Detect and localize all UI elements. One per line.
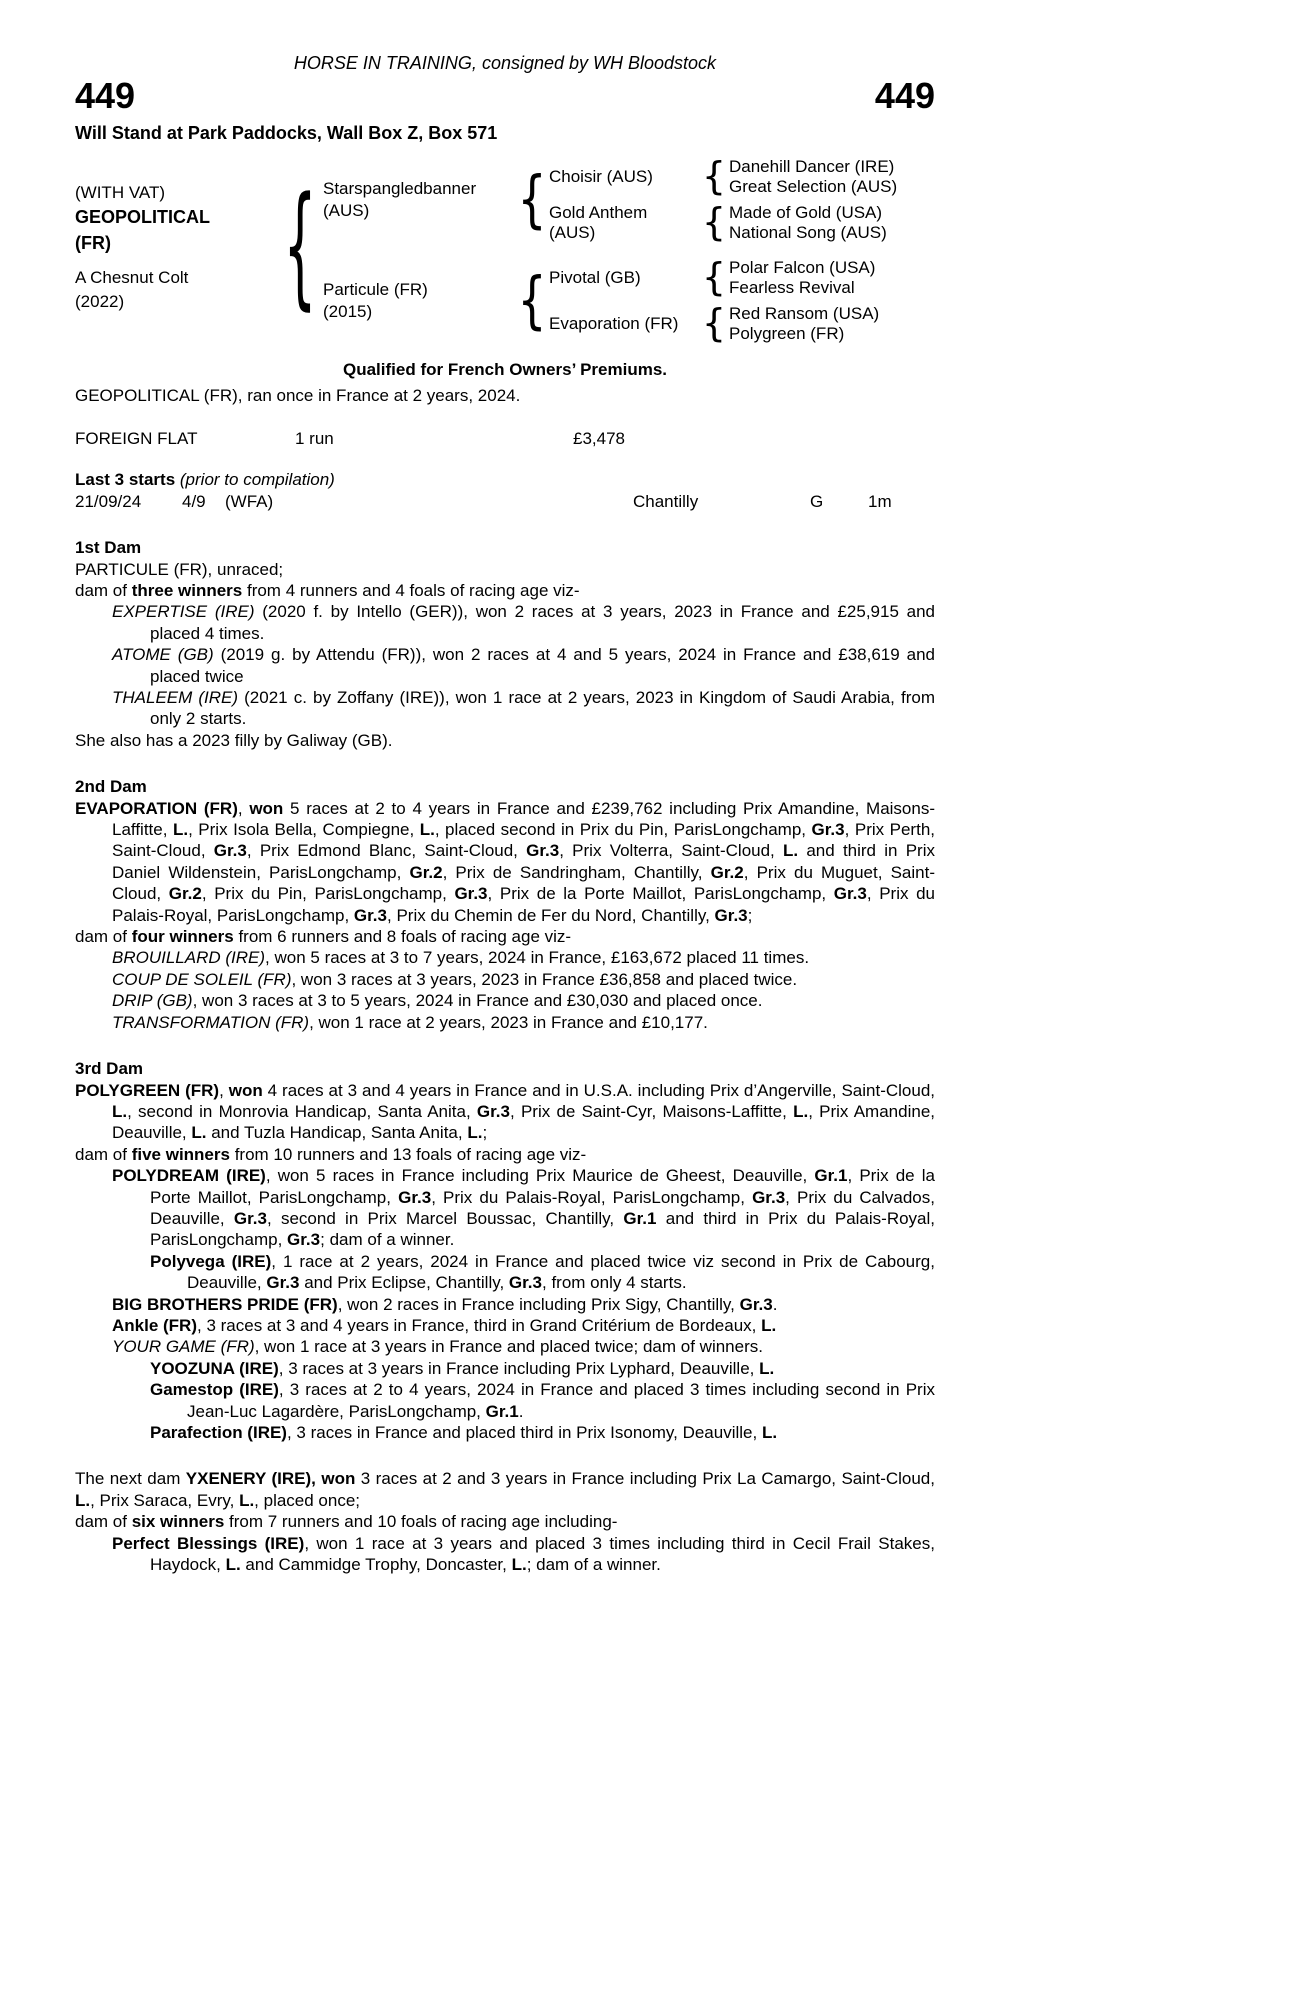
text-run: , won 1 race at 3 years and placed 3 times including third in Cecil Frail Stakes, Haydock, bbox=[150, 1533, 935, 1575]
ancestor-name: Polar Falcon (USA) bbox=[729, 257, 876, 277]
pedigree-paragraph bbox=[75, 1422, 935, 1443]
dam-grandparents bbox=[543, 256, 935, 345]
text-run: DRIP (GB) bbox=[112, 991, 193, 1011]
text-run: from 6 runners and 8 foals of racing age viz- bbox=[233, 927, 572, 947]
pedigree-brace-icon bbox=[701, 254, 727, 302]
start-date: 21/09/24 bbox=[75, 491, 142, 511]
brace-glyph: { bbox=[517, 161, 547, 235]
race-category: FOREIGN FLAT bbox=[75, 428, 198, 448]
ancestor-name: Danehill Dancer (IRE) bbox=[729, 156, 895, 176]
text-run: Gr.2 bbox=[409, 862, 443, 882]
sire-cell bbox=[313, 178, 521, 221]
text-run: Gr.2 bbox=[710, 862, 744, 882]
text-run: , 3 races in France and placed third in Prix Isonomy, Deauville, bbox=[286, 1423, 762, 1443]
lot-number-left: 449 bbox=[75, 74, 136, 116]
text-run: six winners bbox=[131, 1512, 225, 1532]
text-run: , won 1 race at 2 years, 2023 in France and £10,177. bbox=[309, 1012, 708, 1032]
grandsire-cell bbox=[543, 167, 705, 187]
brace-glyph: { bbox=[701, 254, 727, 299]
text-run: ; dam of a winner. bbox=[526, 1555, 661, 1575]
text-run: She also has a 2023 filly by Galiway (GB). bbox=[75, 730, 393, 750]
text-run: , Prix Saraca, Evry, bbox=[90, 1490, 240, 1510]
horse-info bbox=[75, 155, 287, 345]
pedigree-brace-icon bbox=[517, 161, 547, 235]
text-run: , second in Monrovia Handicap, Santa Anita, bbox=[127, 1101, 477, 1121]
text-run: The next dam bbox=[75, 1469, 186, 1489]
text-run: , 3 races at 3 and 4 years in France, third in Grand Critérium de Bordeaux, bbox=[197, 1315, 762, 1335]
text-run: , won 5 races in France including Prix Maurice de Gheest, Deauville, bbox=[265, 1166, 815, 1186]
pedigree-halves bbox=[313, 155, 935, 345]
pedigree-paragraph bbox=[75, 1012, 935, 1033]
text-run: (2019 g. by Attendu (FR)), won 2 races at 4 and 5 years, 2024 in France and £38,619 and placed twice bbox=[150, 645, 935, 686]
text-run: TRANSFORMATION (FR) bbox=[112, 1012, 310, 1032]
sire-suffix: (AUS) bbox=[323, 200, 370, 220]
text-run: 3 races at 2 and 3 years in France including Prix La Camargo, Saint-Cloud, bbox=[355, 1469, 935, 1489]
text-run: Gr.3 bbox=[266, 1273, 300, 1293]
text-run: and third in Prix Daniel Wildenstein, ParisLongchamp, bbox=[112, 841, 935, 882]
text-run: , bbox=[237, 798, 250, 818]
pedigree-brace-icon bbox=[701, 300, 727, 348]
pedigree-dam-half bbox=[313, 256, 935, 345]
pedigree-paragraph bbox=[75, 1315, 935, 1336]
text-run: ; bbox=[482, 1123, 488, 1143]
text-run: Gr.3 bbox=[454, 884, 488, 904]
text-run: , Prix de Sandringham, Chantilly, bbox=[442, 862, 711, 882]
text-run: , 3 races at 3 years in France including Prix Lyphard, Deauville, bbox=[278, 1358, 760, 1378]
last-starts-note: (prior to compilation) bbox=[175, 470, 335, 490]
ancestor-name: Fearless Revival bbox=[729, 277, 855, 297]
text-run: Perfect Blessings (IRE) bbox=[112, 1533, 305, 1553]
great-grandparents-cell bbox=[723, 203, 935, 243]
text-run: dam of bbox=[75, 580, 132, 600]
text-run: , won 2 races in France including Prix Sigy, Chantilly, bbox=[337, 1294, 740, 1314]
text-run: Ankle (FR) bbox=[112, 1315, 197, 1335]
text-run: dam of bbox=[75, 1512, 132, 1532]
text-run: dam of bbox=[75, 1144, 132, 1164]
pedigree-section bbox=[75, 776, 935, 1033]
text-run: BROUILLARD (IRE) bbox=[112, 948, 266, 968]
text-run: ; dam of a winner. bbox=[320, 1230, 455, 1250]
pedigree-paragraph bbox=[75, 730, 935, 751]
text-run: YOOZUNA (IRE) bbox=[150, 1358, 279, 1378]
text-run: and third in Prix du Palais-Royal, ParisLongchamp, bbox=[150, 1208, 936, 1250]
text-run: (2020 f. by Intello (GER)), won 2 races at 3 years, 2023 in France and £25,915 and placed 4 times. bbox=[150, 602, 936, 643]
granddam-cell bbox=[543, 203, 705, 243]
dam-cell bbox=[313, 279, 521, 322]
text-run: Gr.3 bbox=[287, 1230, 321, 1250]
text-run: , Prix Edmond Blanc, Saint-Cloud, bbox=[246, 841, 527, 861]
pedigree-paragraph bbox=[75, 559, 935, 580]
text-run: , Prix du Pin, ParisLongchamp, bbox=[201, 884, 455, 904]
start-position: 4/9 bbox=[182, 491, 206, 511]
text-run: , 3 races at 2 to 4 years, 2024 in France and placed 3 times including second in Prix Jean-Luc Lagardère, ParisLongchamp, bbox=[187, 1380, 935, 1421]
pedigree-paragraph bbox=[75, 947, 935, 968]
vat-note: (WITH VAT) bbox=[75, 183, 166, 203]
pedigree-paragraph bbox=[75, 1336, 935, 1357]
text-run: from 4 runners and 4 foals of racing age viz- bbox=[242, 580, 580, 600]
text-run: , won 5 races at 3 to 7 years, 2024 in France, £163,672 placed 11 times. bbox=[265, 948, 810, 968]
text-run: L. bbox=[759, 1358, 775, 1378]
text-run: , from only 4 starts. bbox=[542, 1273, 687, 1293]
last-starts-heading bbox=[75, 469, 935, 490]
pedigree-tree bbox=[283, 153, 935, 345]
pedigree-section bbox=[75, 537, 935, 751]
text-run: L. bbox=[239, 1490, 255, 1510]
start-course: Chantilly bbox=[633, 491, 699, 511]
pedigree-unit bbox=[543, 155, 935, 198]
text-run: L. bbox=[467, 1123, 483, 1143]
granddam-name: Gold Anthem bbox=[549, 202, 648, 222]
pedigree-unit bbox=[543, 256, 935, 299]
pedigree-paragraph bbox=[75, 687, 935, 730]
text-run: Gr.3 bbox=[476, 1101, 510, 1121]
text-run: , won 1 race at 3 years in France and placed twice; dam of winners. bbox=[254, 1337, 763, 1357]
text-run: and Prix Eclipse, Chantilly, bbox=[299, 1273, 509, 1293]
text-run: ATOME (GB) bbox=[112, 645, 214, 665]
pedigree-brace-icon bbox=[283, 171, 317, 325]
last-starts-title: Last 3 starts bbox=[75, 470, 176, 490]
text-run: four winners bbox=[131, 927, 234, 947]
text-run: five winners bbox=[131, 1144, 230, 1164]
grandsire-name: Choisir (AUS) bbox=[549, 166, 653, 186]
text-run: Gr.3 bbox=[398, 1187, 432, 1207]
text-run: L. bbox=[419, 820, 435, 840]
pedigree-paragraph bbox=[75, 926, 935, 947]
text-run: , Prix Perth, Saint-Cloud, bbox=[112, 820, 935, 861]
pedigree-paragraph bbox=[75, 1294, 935, 1315]
text-run: L. bbox=[75, 1490, 91, 1510]
pedigree-paragraph bbox=[75, 1468, 935, 1511]
text-run: , Prix de Saint-Cyr, Maisons-Laffitte, bbox=[510, 1101, 794, 1121]
text-run: L. bbox=[172, 820, 189, 840]
pedigree-section bbox=[75, 1468, 935, 1575]
granddam-suffix: (AUS) bbox=[549, 222, 596, 242]
text-run: Gr.3 bbox=[739, 1294, 773, 1314]
text-run: and Cammidge Trophy, Doncaster, bbox=[240, 1555, 512, 1575]
text-run: Parafection (IRE) bbox=[150, 1423, 287, 1443]
text-run: dam of bbox=[75, 927, 132, 947]
text-run: , placed second in Prix du Pin, ParisLongchamp, bbox=[434, 820, 812, 840]
damsire-name: Pivotal (GB) bbox=[549, 267, 641, 287]
pedigree-paragraph bbox=[75, 601, 935, 644]
section-heading: 2nd Dam bbox=[75, 777, 147, 797]
text-run: three winners bbox=[131, 580, 243, 600]
text-run: L. bbox=[511, 1555, 527, 1575]
lot-number-right: 449 bbox=[874, 74, 935, 116]
text-run: , placed once; bbox=[254, 1490, 361, 1510]
brace-glyph: { bbox=[701, 153, 727, 198]
pedigree-paragraph bbox=[75, 1165, 935, 1251]
section-heading: 1st Dam bbox=[75, 538, 142, 558]
text-run: L. bbox=[225, 1555, 241, 1575]
text-run: L. bbox=[793, 1101, 809, 1121]
text-run: L. bbox=[761, 1423, 778, 1443]
text-run: . bbox=[772, 1294, 778, 1314]
pedigree-paragraph bbox=[75, 644, 935, 687]
text-run: and Tuzla Handicap, Santa Anita, bbox=[206, 1123, 468, 1143]
pedigree-brace-icon bbox=[517, 262, 547, 336]
brace-glyph: { bbox=[701, 300, 727, 345]
text-run: from 7 runners and 10 foals of racing age including- bbox=[224, 1512, 618, 1532]
last-start-row bbox=[75, 491, 935, 512]
text-run: Gr.3 bbox=[833, 884, 867, 904]
text-run: , 1 race at 2 years, 2024 in France and placed twice viz second in Prix de Cabourg, Deauville, bbox=[187, 1251, 935, 1293]
text-run: Gr.3 bbox=[811, 820, 845, 840]
start-conditions: (WFA) bbox=[225, 491, 274, 511]
ancestor-name: Red Ransom (USA) bbox=[729, 303, 880, 323]
second-dam-cell bbox=[543, 314, 705, 334]
great-grandparents-cell bbox=[723, 304, 935, 344]
text-run: from 10 runners and 13 foals of racing age viz- bbox=[229, 1144, 587, 1164]
text-run: , Prix Isola Bella, Compiegne, bbox=[188, 820, 420, 840]
text-run: , Prix Amandine, Deauville, bbox=[112, 1101, 935, 1143]
race-earnings: £3,478 bbox=[573, 428, 625, 448]
text-run: Gr.3 bbox=[752, 1187, 786, 1207]
section-heading: 3rd Dam bbox=[75, 1059, 144, 1079]
text-run: 4 races at 3 and 4 years in France and in U.S.A. including Prix d’Angerville, Saint-Cloud, bbox=[262, 1080, 935, 1100]
consignor-line: HORSE IN TRAINING, consigned by WH Bloodstock bbox=[293, 53, 717, 73]
text-run: Gr.2 bbox=[168, 884, 202, 904]
text-run: POLYDREAM (IRE) bbox=[112, 1166, 266, 1186]
text-run: , bbox=[219, 1080, 229, 1100]
pedigree-brace-icon bbox=[701, 199, 727, 247]
horse-suffix: (FR) bbox=[75, 232, 111, 253]
text-run: L. bbox=[783, 841, 799, 861]
pedigree-sections bbox=[75, 537, 935, 1575]
pedigree-paragraph bbox=[75, 990, 935, 1011]
text-run: POLYGREEN (FR) bbox=[75, 1080, 220, 1100]
text-run: , Prix du Calvados, Deauville, bbox=[150, 1187, 935, 1228]
pedigree-paragraph bbox=[75, 1358, 935, 1379]
text-run: won bbox=[249, 798, 284, 818]
text-run: (2021 c. by Zoffany (IRE)), won 1 race at 2 years, 2023 in Kingdom of Saudi Arabia, from only 2 starts. bbox=[150, 688, 935, 729]
text-run: Gr.3 bbox=[213, 841, 247, 861]
text-run: won bbox=[321, 1469, 356, 1489]
text-run: L. bbox=[191, 1123, 207, 1143]
horse-name: GEOPOLITICAL bbox=[75, 207, 210, 228]
ancestor-name: Made of Gold (USA) bbox=[729, 202, 883, 222]
text-run: L. bbox=[761, 1315, 777, 1335]
second-dam-name: Evaporation (FR) bbox=[549, 313, 679, 333]
race-summary-line: GEOPOLITICAL (FR), ran once in France at 2 years, 2024. bbox=[75, 385, 521, 405]
premium-qualification-line: Qualified for French Owners’ Premiums. bbox=[342, 360, 668, 380]
lot-number-row bbox=[75, 74, 935, 116]
text-run: 5 races at 2 to 4 years in France and £239,762 including Prix Amandine, Maisons-Laffitte, bbox=[112, 798, 935, 840]
text-run: PARTICULE (FR), unraced; bbox=[75, 559, 284, 579]
sire-name: Starspangledbanner bbox=[323, 179, 477, 199]
damsire-cell bbox=[543, 268, 705, 288]
text-run: Gr.3 bbox=[353, 905, 387, 925]
dam-name: Particule (FR) bbox=[323, 280, 428, 300]
ancestor-name: Polygreen (FR) bbox=[729, 323, 845, 343]
dam-year: (2015) bbox=[323, 301, 373, 321]
text-run: Gr.1 bbox=[623, 1208, 657, 1228]
text-run: , second in Prix Marcel Boussac, Chantilly, bbox=[267, 1208, 624, 1228]
pedigree-paragraph bbox=[75, 1144, 935, 1165]
text-run: Gr.1 bbox=[814, 1166, 848, 1186]
text-run: . bbox=[518, 1401, 524, 1421]
text-run: EXPERTISE (IRE) bbox=[112, 602, 255, 622]
text-run: Gamestop (IRE) bbox=[150, 1380, 279, 1400]
pedigree-section bbox=[75, 1058, 935, 1443]
stand-location-line: Will Stand at Park Paddocks, Wall Box Z, Box 571 bbox=[75, 123, 498, 144]
text-run: EVAPORATION (FR) bbox=[75, 798, 238, 818]
text-run: , won 3 races at 3 years, 2023 in France £36,858 and placed twice. bbox=[291, 969, 798, 989]
race-record-row bbox=[75, 428, 935, 449]
start-distance: 1m bbox=[868, 491, 892, 511]
brace-glyph: { bbox=[283, 171, 317, 325]
pedigree-paragraph bbox=[75, 1379, 935, 1422]
text-run: L. bbox=[112, 1101, 128, 1121]
pedigree-sire-half bbox=[313, 155, 935, 244]
brace-glyph: { bbox=[517, 262, 547, 336]
pedigree-unit bbox=[543, 201, 935, 244]
text-run: , Prix du Palais-Royal, ParisLongchamp, bbox=[431, 1187, 753, 1207]
great-grandparents-cell bbox=[723, 157, 935, 197]
horse-description: A Chesnut Colt bbox=[75, 268, 189, 288]
brace-glyph: { bbox=[701, 199, 727, 244]
text-run: YOUR GAME (FR) bbox=[112, 1337, 255, 1357]
pedigree-brace-icon bbox=[701, 153, 727, 201]
text-run: Polyvega (IRE) bbox=[150, 1251, 272, 1271]
sire-grandparents bbox=[543, 155, 935, 244]
text-run: , Prix du Muguet, Saint-Cloud, bbox=[112, 862, 935, 904]
text-run: , Prix du Chemin de Fer du Nord, Chantilly, bbox=[387, 905, 715, 925]
text-run: ; bbox=[747, 905, 753, 925]
pedigree-unit bbox=[543, 302, 935, 345]
pedigree-paragraph bbox=[75, 1251, 935, 1294]
pedigree-paragraph bbox=[75, 1533, 935, 1576]
pedigree-paragraph bbox=[75, 1511, 935, 1532]
horse-year: (2022) bbox=[75, 292, 125, 312]
pedigree-paragraph bbox=[75, 1080, 935, 1144]
text-run: , Prix Volterra, Saint-Cloud, bbox=[559, 841, 784, 861]
text-run: COUP DE SOLEIL (FR) bbox=[112, 969, 292, 989]
text-run: , won 3 races at 3 to 5 years, 2024 in France and £30,030 and placed once. bbox=[192, 991, 763, 1011]
race-runs: 1 run bbox=[295, 428, 334, 448]
pedigree-paragraph bbox=[75, 580, 935, 601]
text-run: BIG BROTHERS PRIDE (FR) bbox=[112, 1294, 338, 1314]
text-run: , Prix de la Porte Maillot, ParisLongchamp, bbox=[150, 1166, 935, 1207]
text-run: THALEEM (IRE) bbox=[112, 688, 239, 708]
pedigree-table bbox=[75, 155, 935, 345]
pedigree-paragraph bbox=[75, 798, 935, 926]
text-run: Gr.3 bbox=[508, 1273, 542, 1293]
text-run: Gr.3 bbox=[233, 1208, 267, 1228]
pedigree-paragraph bbox=[75, 969, 935, 990]
text-run: , Prix du Palais-Royal, ParisLongchamp, bbox=[112, 884, 935, 925]
start-going: G bbox=[810, 491, 824, 511]
text-run: YXENERY (IRE), bbox=[185, 1469, 316, 1489]
ancestor-name: Great Selection (AUS) bbox=[729, 176, 898, 196]
ancestor-name: National Song (AUS) bbox=[729, 222, 887, 242]
text-run: Gr.1 bbox=[485, 1401, 519, 1421]
text-run: Gr.3 bbox=[714, 905, 748, 925]
text-run: won bbox=[228, 1080, 263, 1100]
text-run: , Prix de la Porte Maillot, ParisLongchamp, bbox=[487, 884, 834, 904]
text-run: Gr.3 bbox=[526, 841, 560, 861]
great-grandparents-cell bbox=[723, 258, 935, 298]
